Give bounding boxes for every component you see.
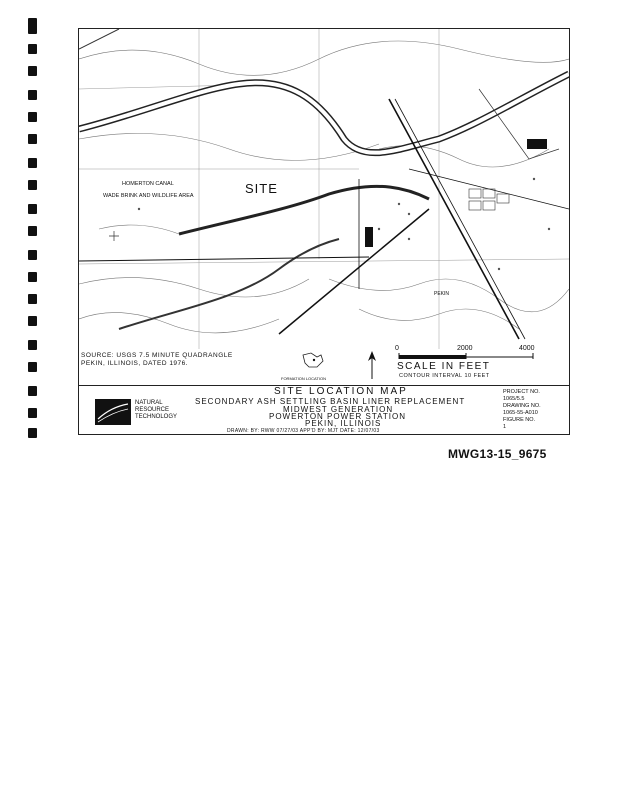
binder-hole: [28, 340, 37, 350]
benchmark-cross: [109, 231, 119, 241]
contour-interval-note: CONTOUR INTERVAL 10 FEET: [399, 373, 490, 379]
town-block: [469, 189, 481, 198]
north-arrow: [365, 349, 379, 386]
scale-tick-label: 2000: [457, 345, 473, 352]
map-drawing: [79, 29, 569, 349]
binder-hole: [28, 386, 37, 396]
binder-hole: [28, 428, 37, 438]
map-sheet: [78, 28, 570, 435]
drawing-number: 1065-55-A010: [503, 410, 538, 416]
binder-hole: [28, 250, 37, 260]
drawn-by: DRAWN: BY: RWW 07/27/03 APP'D BY: MJT DATE: 12/07/03: [227, 428, 380, 434]
binder-hole: [28, 44, 37, 54]
station-name: POWERTON POWER STATION: [269, 412, 406, 421]
figure-label: FIGURE NO.: [503, 417, 536, 423]
river-channel: [79, 74, 569, 153]
pekin-label: PEKIN: [434, 291, 450, 297]
wildlife-area-label: WADE BRINK AND WILDLIFE AREA: [103, 193, 194, 199]
site-label: SITE: [245, 181, 278, 196]
topographic-map: [79, 29, 569, 349]
client-name: MIDWEST GENERATION: [283, 405, 394, 414]
project-number: 1065/5.5: [503, 396, 525, 402]
contour-line: [79, 313, 279, 333]
creek-channel: [179, 186, 429, 234]
road-line: [79, 257, 369, 261]
railroad-line: [395, 99, 525, 339]
binder-hole: [28, 180, 37, 190]
binder-hole: [28, 90, 37, 100]
scale-title: SCALE IN FEET: [397, 361, 491, 372]
source-line: SOURCE: USGS 7.5 MINUTE QUADRANGLE: [81, 352, 233, 359]
logo-text: [135, 400, 177, 421]
binder-hole: [28, 294, 37, 304]
project-info: [503, 389, 541, 431]
binder-hole: [28, 408, 37, 418]
town-block: [497, 194, 509, 203]
binder-hole: [28, 316, 37, 326]
location-inset-drawing: [277, 347, 351, 377]
binder-hole: [28, 272, 37, 282]
logo-line: TECHNOLOGY: [135, 414, 178, 420]
town-block: [483, 201, 495, 210]
binder-hole: [28, 112, 37, 122]
location-name: PEKIN, ILLINOIS: [305, 419, 382, 428]
document-id: MWG13-15_9675: [448, 447, 547, 461]
binder-holes: [28, 8, 40, 438]
town-block: [527, 139, 547, 149]
creek-channel: [119, 239, 339, 329]
road-line: [279, 209, 429, 334]
source-note: [81, 352, 233, 368]
contour-line: [99, 225, 179, 234]
logo-line: NATURAL: [135, 400, 163, 406]
map-title: SITE LOCATION MAP: [274, 386, 408, 397]
river-bank: [79, 29, 119, 49]
site-marker: [365, 227, 373, 247]
project-label: PROJECT NO.: [503, 389, 540, 395]
figure-number: 1: [503, 424, 507, 430]
contour-line: [79, 278, 309, 297]
canal-label: HOMERTON CANAL: [122, 181, 174, 187]
drawing-label: DRAWING NO.: [503, 403, 541, 409]
binder-hole: [28, 134, 37, 144]
scale-tick-label: 4000: [519, 345, 535, 352]
location-caption: FORMATION LOCATION: [281, 376, 326, 381]
binder-hole: [28, 362, 37, 372]
scale-tick-label: 0: [395, 345, 399, 352]
binder-hole: [28, 158, 37, 168]
binder-hole: [28, 66, 37, 76]
binder-hole: [28, 226, 37, 236]
nrt-logo-icon: [95, 399, 131, 425]
source-line: PEKIN, ILLINOIS, DATED 1976.: [81, 360, 189, 367]
binder-hole: [28, 204, 37, 214]
title-block: [79, 386, 569, 434]
north-arrow-icon: [365, 349, 379, 381]
project-title: SECONDARY ASH SETTLING BASIN LINER REPLACEMENT: [195, 397, 466, 406]
contour-line: [79, 41, 569, 75]
logo-line: RESOURCE: [135, 407, 170, 413]
town-block: [469, 201, 481, 210]
contour-line: [79, 133, 379, 160]
binder-hole: [28, 18, 37, 34]
